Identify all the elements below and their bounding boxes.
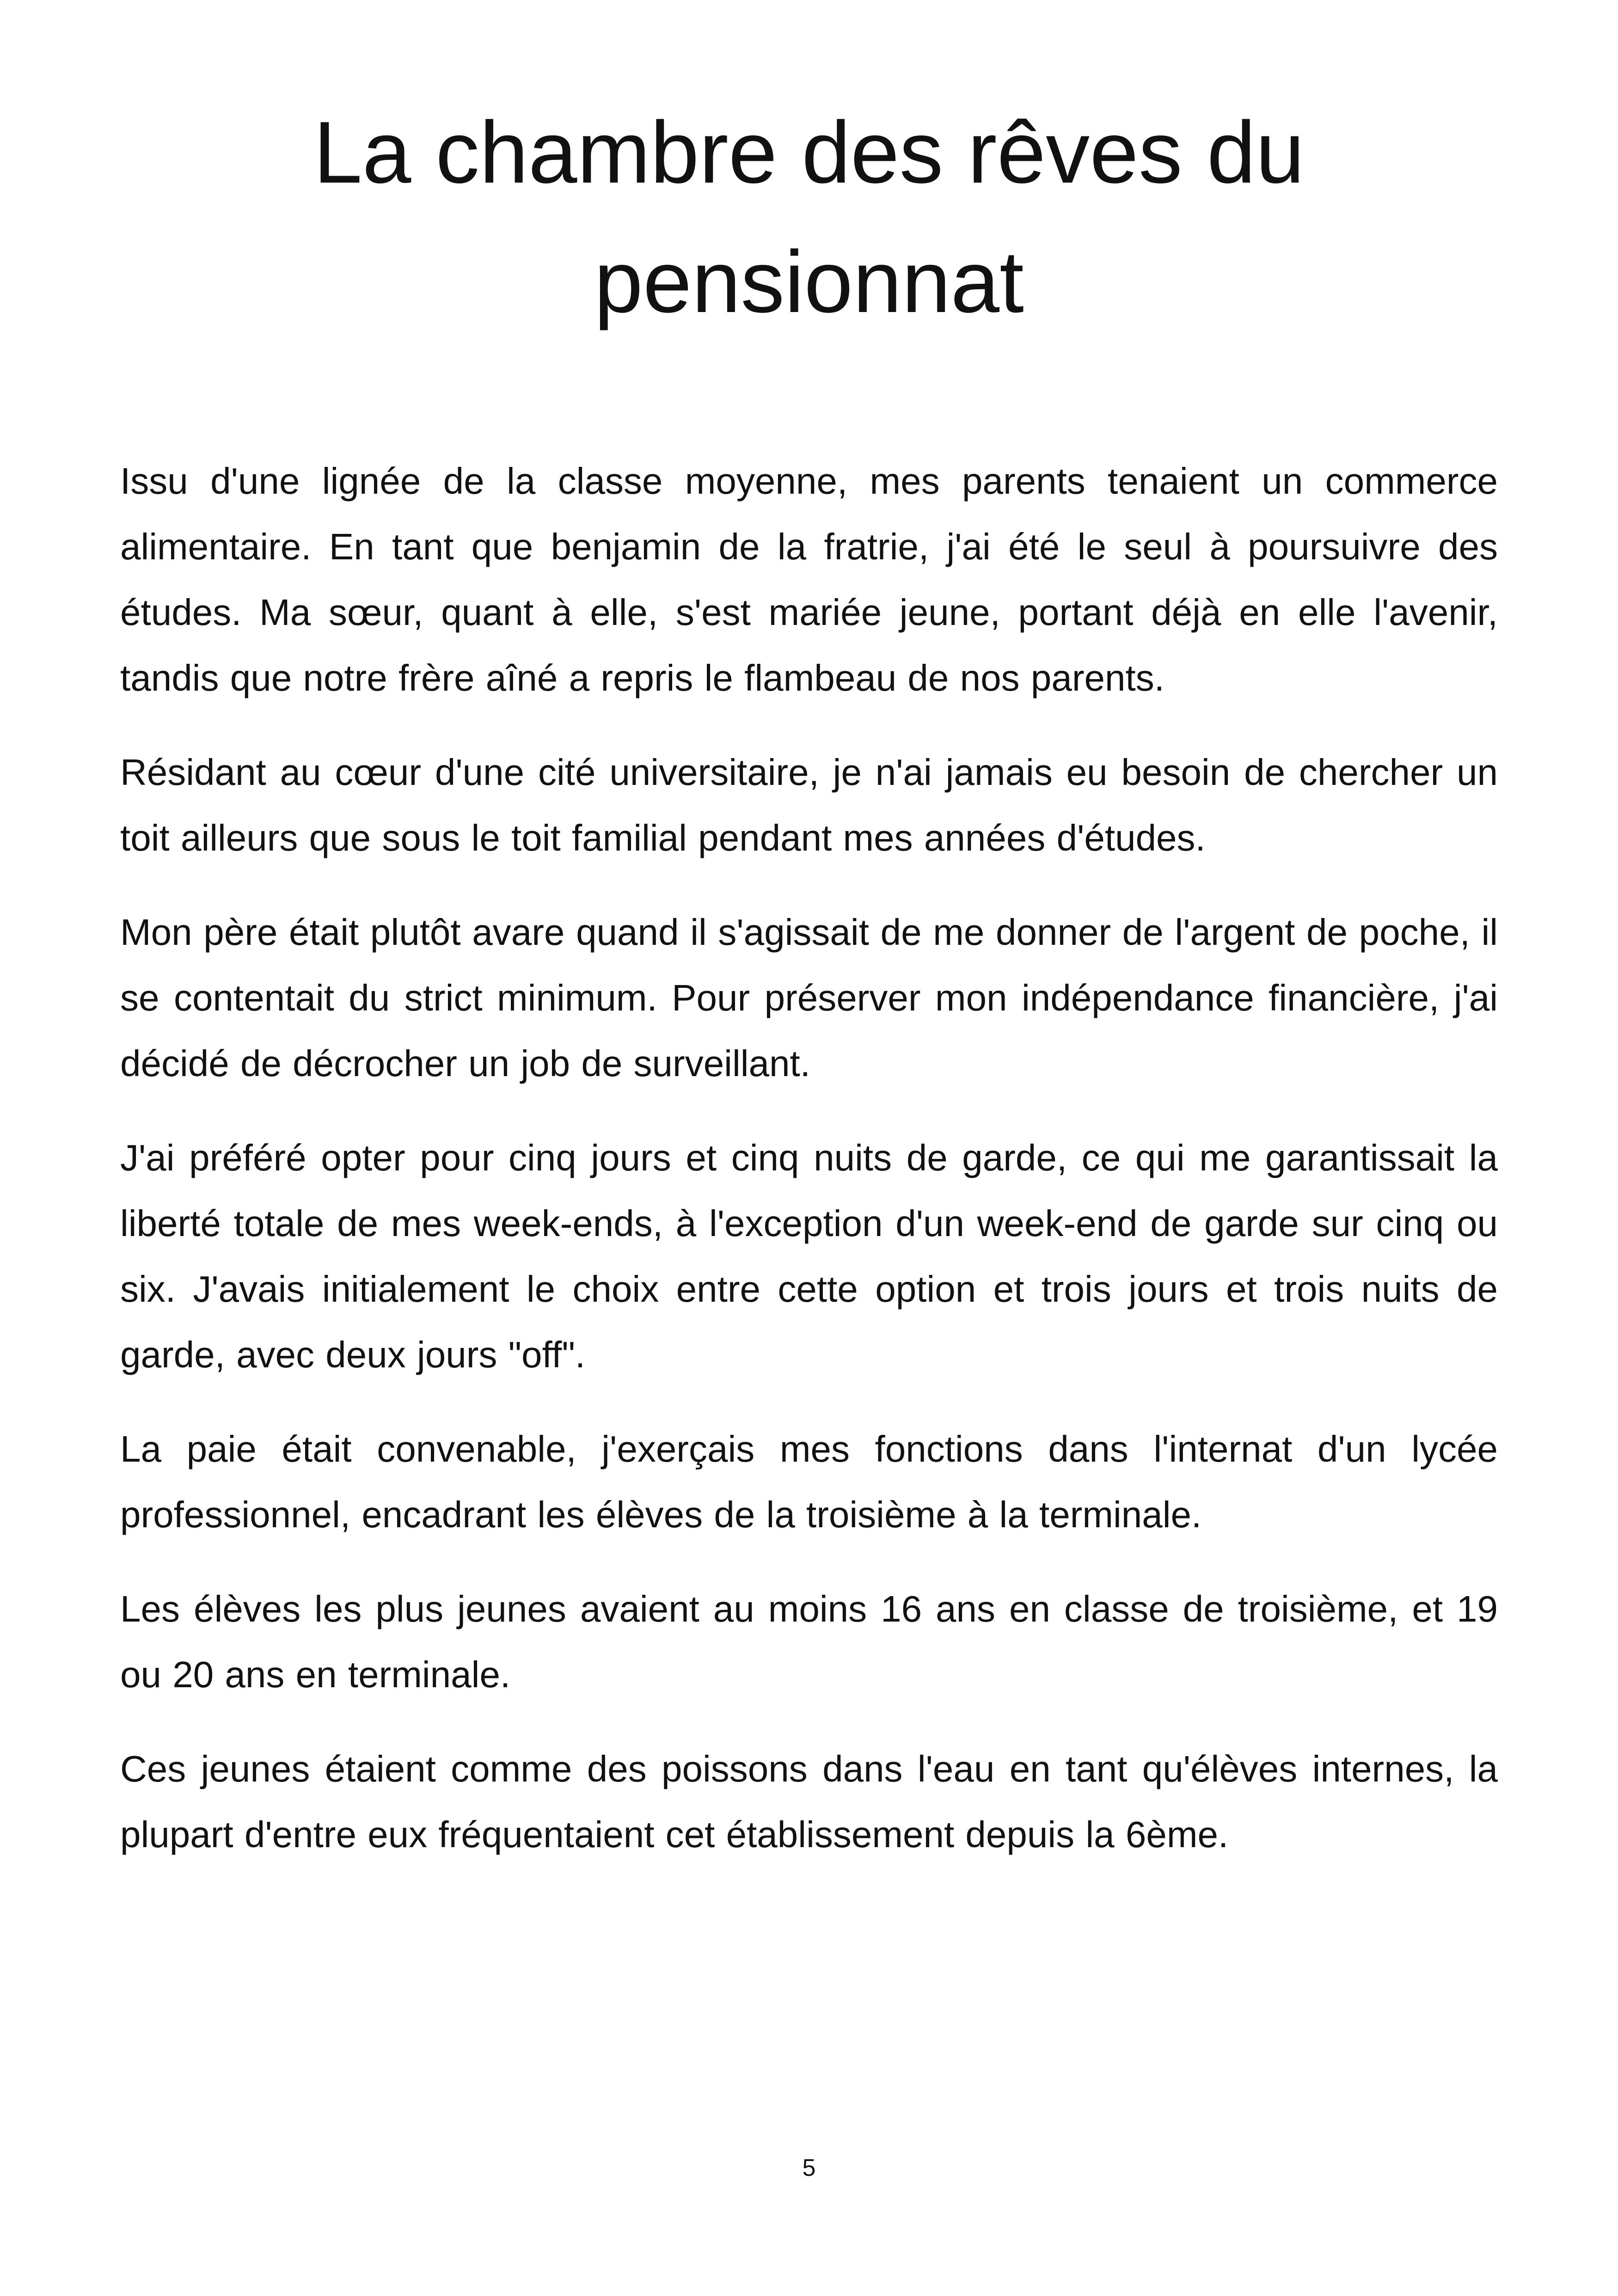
paragraph-5: La paie était convenable, j'exerçais mes fonctions dans l'internat d'un lycée professionnel, encadrant les élèves de la troisième à la terminale. (120, 1428, 1498, 1535)
paragraph-6: Les élèves les plus jeunes avaient au moins 16 ans en classe de troisième, et 19 ou 20 ans en terminale. (120, 1588, 1498, 1695)
title-line-2: pensionnat (594, 233, 1024, 331)
paragraph-1: Issu d'une lignée de la classe moyenne, mes parents tenaient un commerce alimentaire. En tant que benjamin de la fratrie, j'ai été le seul à poursuivre des études. Ma sœur, quant à elle, s'est mariée jeune, portant déjà en elle l'avenir, tandis que notre frère aîné a repris le flambeau de nos parents. (120, 460, 1498, 698)
paragraph-2: Résidant au cœur d'une cité universitaire, je n'ai jamais eu besoin de chercher un toit ailleurs que sous le toit familial pendant mes années d'études. (120, 752, 1498, 858)
paragraph-7: Ces jeunes étaient comme des poissons dans l'eau en tant qu'élèves internes, la plupart d'entre eux fréquentaient cet établissement depuis la 6ème. (120, 1748, 1498, 1855)
page-number: 5 (802, 2155, 816, 2181)
body-text (120, 448, 1498, 1896)
title-line-1: La chambre des rêves du (313, 104, 1305, 202)
paragraph-3: Mon père était plutôt avare quand il s'agissait de me donner de l'argent de poche, il se contentait du strict minimum. Pour préserver mon indépendance financière, j'ai décidé de décrocher un job de surveillant. (120, 912, 1498, 1084)
page-title (277, 88, 1341, 347)
paragraph-4: J'ai préféré opter pour cinq jours et cinq nuits de garde, ce qui me garantissait la liberté totale de mes week-ends, à l'exception d'un week-end de garde sur cinq ou six. J'avais initialement le choix entre cette option et trois jours et trois nuits de garde, avec deux jours "off". (120, 1137, 1498, 1375)
